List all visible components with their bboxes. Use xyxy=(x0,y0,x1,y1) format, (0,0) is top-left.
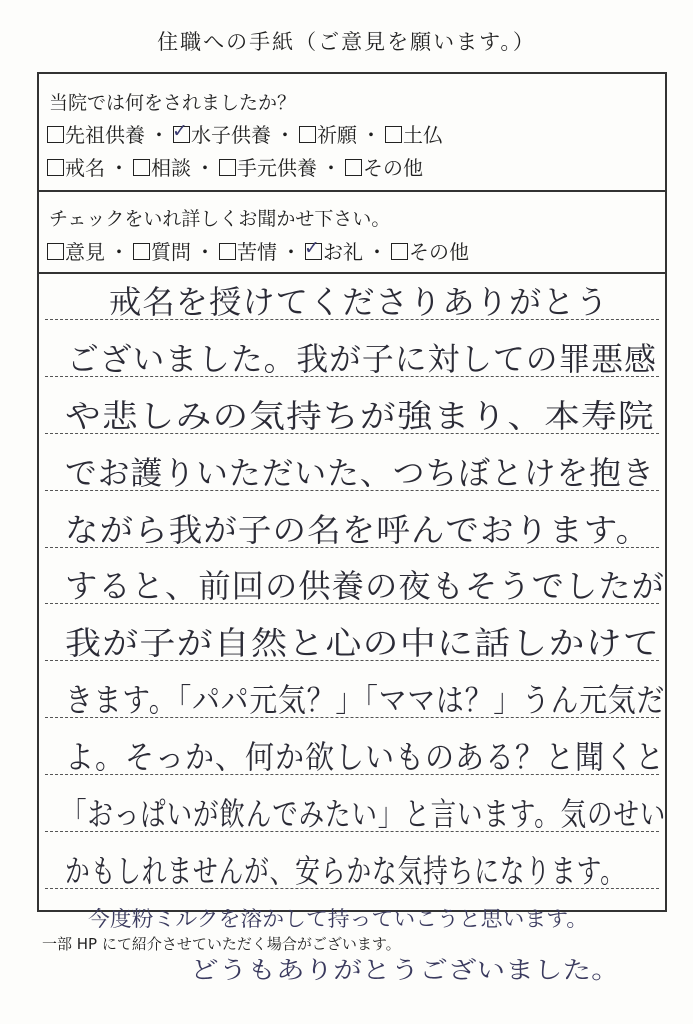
separator: ・ xyxy=(321,156,341,180)
checkbox xyxy=(219,243,236,260)
separator: ・ xyxy=(109,240,129,264)
checkbox xyxy=(133,243,150,260)
option-label: 先祖供養 xyxy=(65,123,145,147)
handwritten-line: よ。そっか、何か欲しいものある？と聞くと xyxy=(65,738,665,776)
checkbox xyxy=(47,126,64,143)
option-label: 水子供養 xyxy=(191,123,271,147)
option-label: 手元供養 xyxy=(237,156,317,180)
option-label: その他 xyxy=(409,240,469,264)
footer-note: 一部 HP にて紹介させていただく場合がございます。 xyxy=(42,935,401,953)
option-label: その他 xyxy=(363,156,423,180)
separator: ・ xyxy=(195,156,215,180)
inquiry-question: チェックをいれ詳しくお聞かせ下さい。 xyxy=(49,208,391,230)
option-q1-1-2 xyxy=(219,152,317,181)
checkbox xyxy=(47,159,64,176)
checkbox xyxy=(391,243,408,260)
handwritten-line: や悲しみの気持ちが強まり、本寿院 xyxy=(65,397,655,435)
separator: ・ xyxy=(195,240,215,264)
checkbox xyxy=(385,126,402,143)
option-q1-0-2 xyxy=(299,119,357,148)
option-q1-0-0 xyxy=(47,119,145,148)
handwritten-line: ながら我が子の名を呼んでおります。 xyxy=(65,511,651,549)
option-label: お礼 xyxy=(323,240,363,264)
handwritten-line: かもしれませんが、安らかな気持ちになります。 xyxy=(65,852,626,890)
option-label: 土仏 xyxy=(403,123,443,147)
checkbox xyxy=(345,159,362,176)
separator: ・ xyxy=(109,156,129,180)
option-q1-1-3 xyxy=(345,152,423,181)
handwritten-line: 「おっぱいが飲んでみたい」と言います。気のせい xyxy=(61,795,667,833)
separator: ・ xyxy=(149,123,169,147)
option-q1-1-1 xyxy=(133,152,191,181)
separator: ・ xyxy=(367,240,387,264)
option-q2-0-3 xyxy=(305,236,363,265)
checkbox xyxy=(219,159,236,176)
option-q2-0-0 xyxy=(47,236,105,265)
separator: ・ xyxy=(281,240,301,264)
option-q2-0-2 xyxy=(219,236,277,265)
handwritten-overflow-line: どうもありがとうございました。 xyxy=(190,956,620,984)
service-options-row-1 xyxy=(47,119,443,148)
message-area xyxy=(39,274,665,910)
option-q2-0-4 xyxy=(391,236,469,265)
checked-checkbox xyxy=(304,237,322,260)
letter-form xyxy=(37,72,667,912)
handwritten-line: ございました。我が子に対しての罪悪感 xyxy=(67,340,657,378)
service-question: 当院では何をされましたか？ xyxy=(49,92,297,114)
service-options-row-2 xyxy=(47,152,423,181)
handwritten-line: きます。「パパ元気？」「ママは？」うん元気だ xyxy=(65,681,666,719)
checked-checkbox xyxy=(172,120,190,143)
option-q1-0-3 xyxy=(385,119,443,148)
handwritten-line: 戒名を授けてくださりありがとう xyxy=(109,283,609,321)
option-label: 苦情 xyxy=(237,240,277,264)
option-label: 意見 xyxy=(65,240,105,264)
separator: ・ xyxy=(361,123,381,147)
option-q2-0-1 xyxy=(133,236,191,265)
option-label: 相談 xyxy=(151,156,191,180)
checkbox xyxy=(299,126,316,143)
inquiry-options-row xyxy=(47,236,469,265)
check-mark-icon: ✓ xyxy=(172,120,188,142)
page-title: 住職への手紙（ご意見を願います。） xyxy=(157,30,536,54)
option-label: 祈願 xyxy=(317,123,357,147)
handwritten-line: でお護りいただいた、つちぼとけを抱き xyxy=(65,454,655,492)
option-q1-0-1 xyxy=(173,119,271,148)
option-label: 戒名 xyxy=(65,156,105,180)
handwritten-line: 我が子が自然と心の中に話しかけて xyxy=(65,624,661,662)
inquiry-section xyxy=(39,192,665,274)
option-q1-1-0 xyxy=(47,152,105,181)
option-label: 質問 xyxy=(151,240,191,264)
checkbox xyxy=(47,243,64,260)
service-section xyxy=(39,74,665,192)
check-mark-icon: ✓ xyxy=(304,237,320,259)
checkbox xyxy=(133,159,150,176)
handwritten-line: すると、前回の供養の夜もそうでしたが xyxy=(65,567,665,605)
separator: ・ xyxy=(275,123,295,147)
handwritten-overflow-line: 今度粉ミルクを溶かして持っていこうと思います。 xyxy=(88,907,589,931)
